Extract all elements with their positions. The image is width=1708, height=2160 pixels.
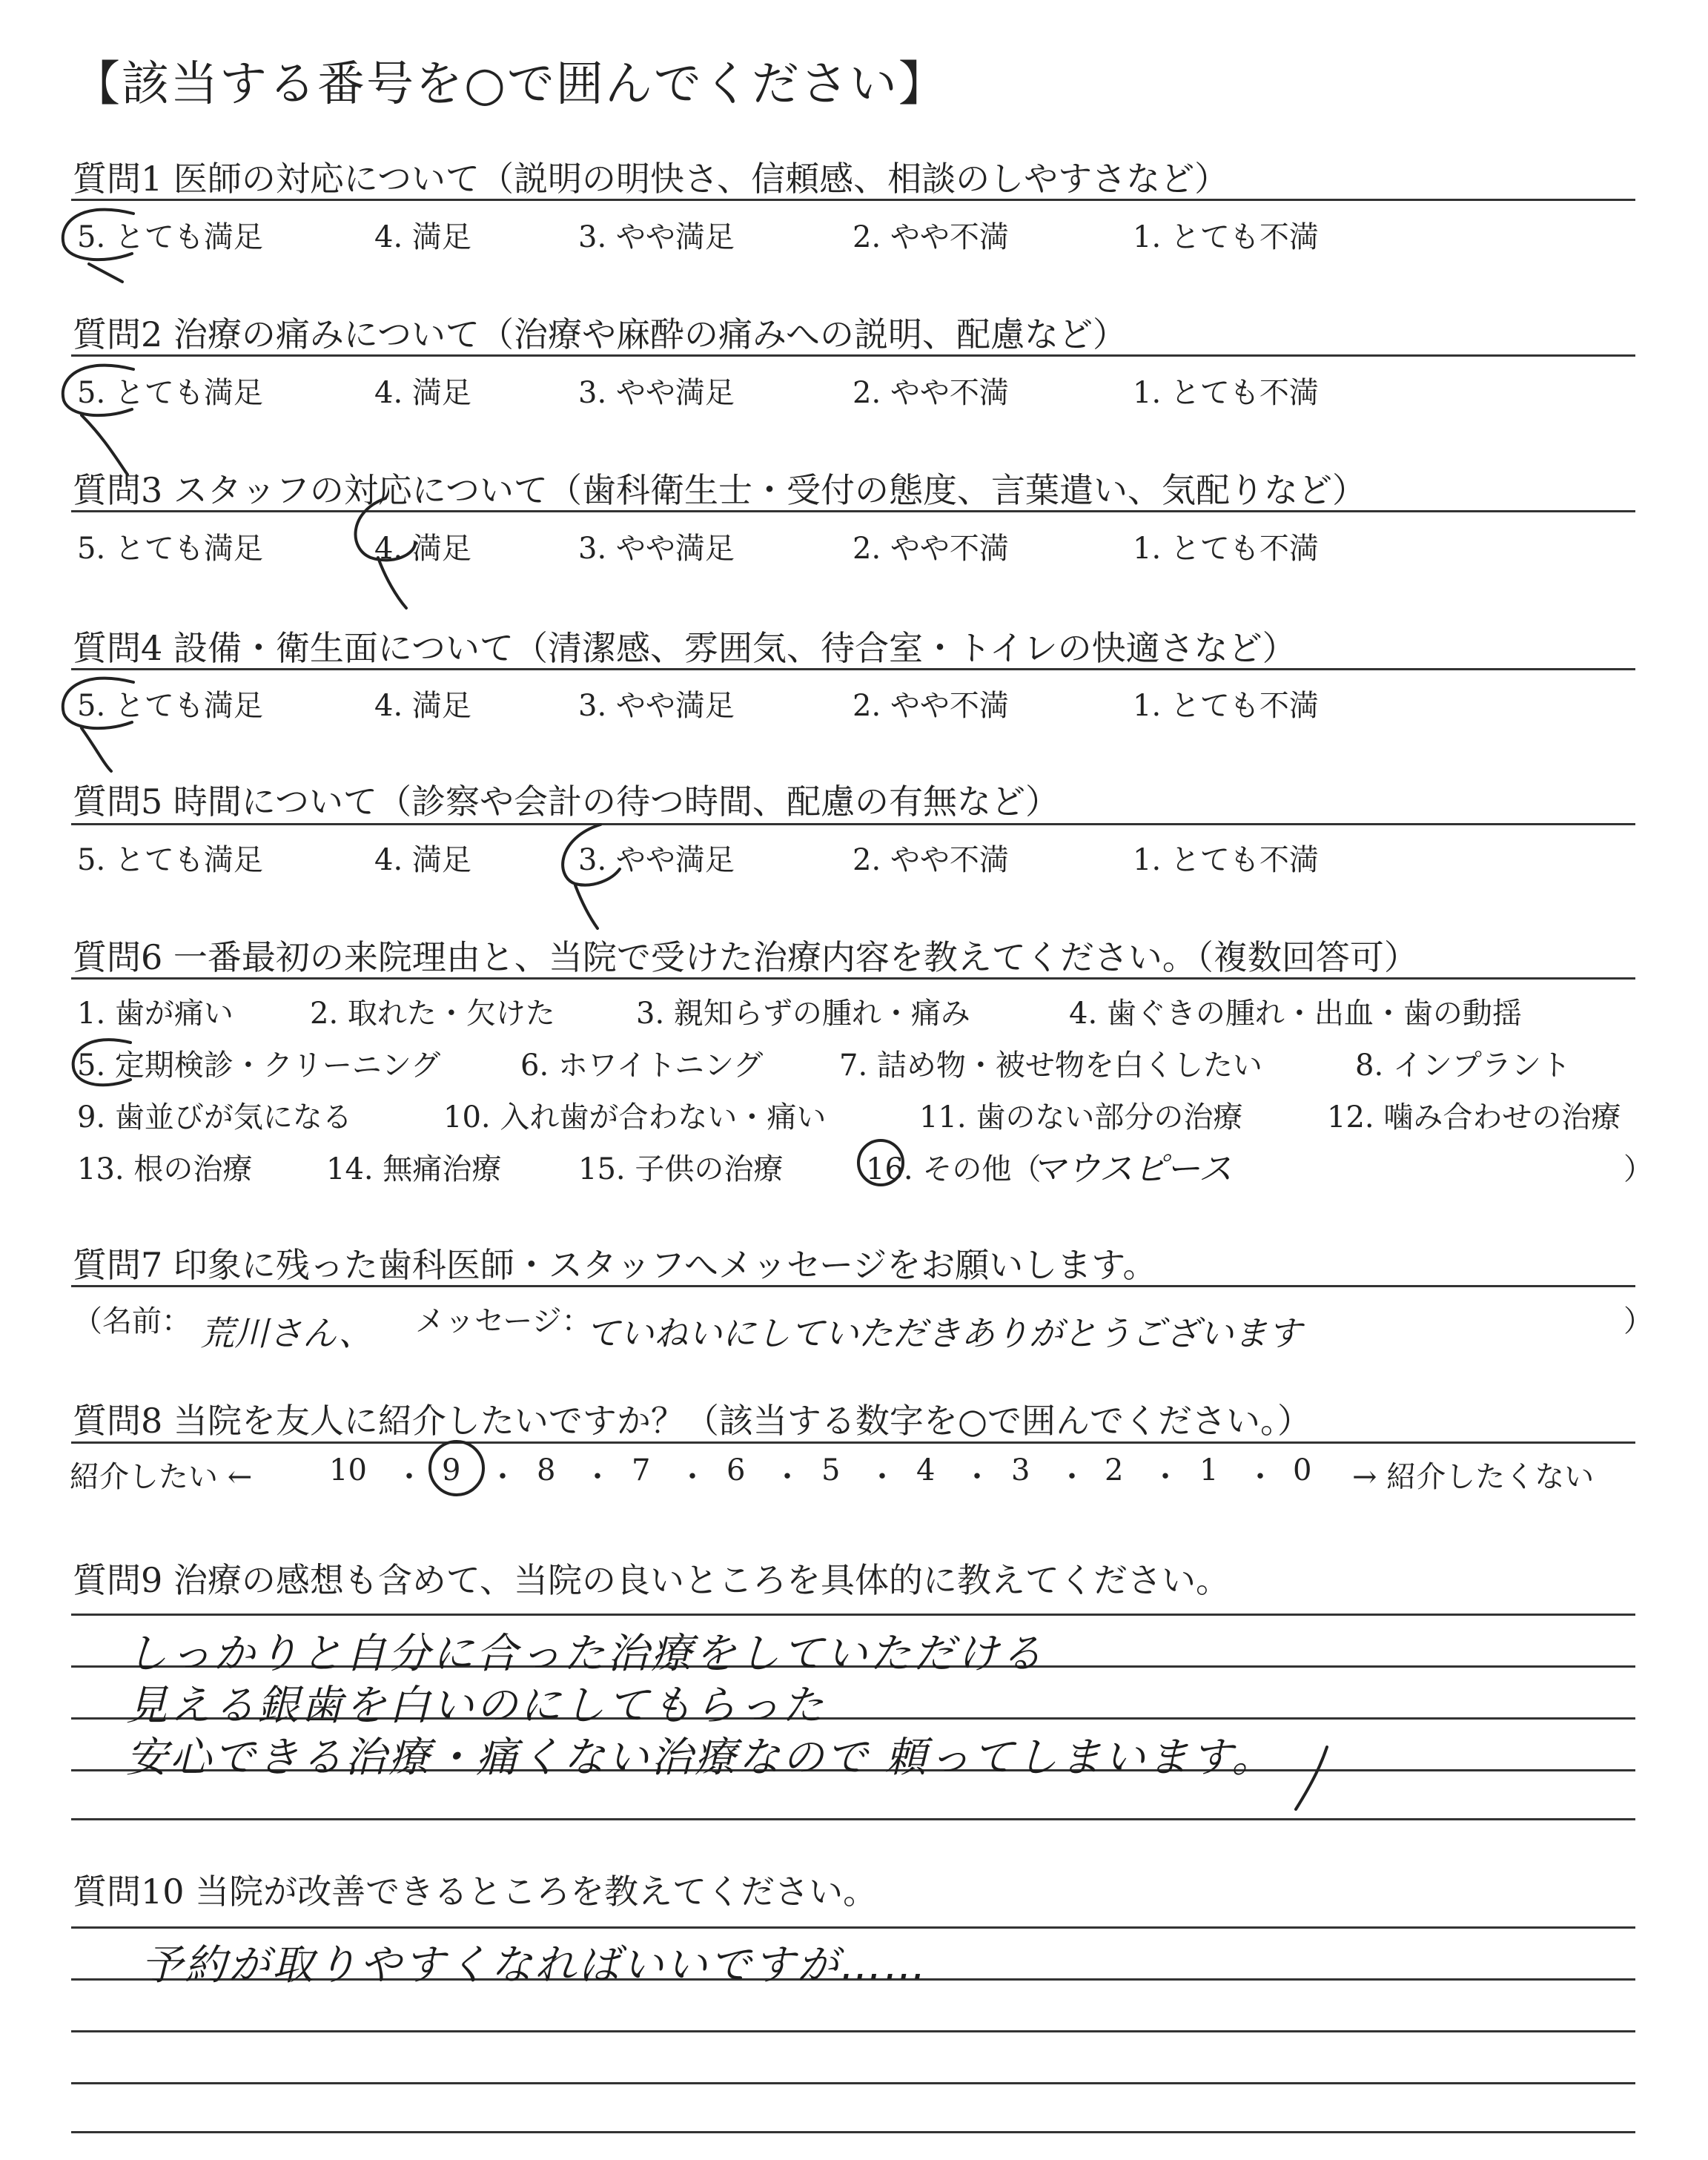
q2-option-5[interactable]: 5. とても満足 <box>77 376 263 410</box>
q6-option-2[interactable]: 2. 取れた・欠けた <box>310 997 555 1031</box>
question-6-label: 質問6 一番最初の来院理由と、当院で受けた治療内容を教えてください。（複数回答可） <box>73 937 1418 977</box>
question-7-label: 質問7 印象に残った歯科医師・スタッフへメッセージをお願いします。 <box>73 1245 1157 1285</box>
q8-separator: ・ <box>962 1460 992 1494</box>
question-8-rule <box>71 1441 1635 1444</box>
question-1-label: 質問1 医師の対応について（説明の明快さ、信頼感、相談のしやすさなど） <box>73 159 1229 199</box>
question-5-rule <box>71 823 1635 825</box>
q5-option-1[interactable]: 1. とても不満 <box>1133 843 1319 877</box>
question-8-label: 質問8 当院を友人に紹介したいですか？（該当する数字を○で囲んでください。） <box>73 1401 1312 1441</box>
q8-scale-3[interactable]: 3 <box>1011 1453 1030 1487</box>
q8-separator: ・ <box>1151 1460 1180 1494</box>
q2-option-4[interactable]: 4. 満足 <box>374 376 471 410</box>
q1-option-2[interactable]: 2. やや不満 <box>853 220 1009 254</box>
question-7-rule <box>71 1285 1635 1287</box>
question-10-label: 質問10 当院が改善できるところを教えてください。 <box>73 1872 878 1912</box>
q1-option-5[interactable]: 5. とても満足 <box>77 220 263 254</box>
q9-answer-2: 見える銀歯を白いのにしてもらった <box>126 1682 826 1730</box>
q6-option-9[interactable]: 9. 歯並びが気になる <box>77 1100 352 1135</box>
q1-option-1[interactable]: 1. とても不満 <box>1133 220 1319 254</box>
q10-answer-line-4 <box>71 2082 1635 2084</box>
q6-option-4[interactable]: 4. 歯ぐきの腫れ・出血・歯の動揺 <box>1069 997 1522 1031</box>
q6-option-12[interactable]: 12. 噛み合わせの治療 <box>1327 1100 1621 1135</box>
question-4-rule <box>71 668 1635 670</box>
q6-option-14[interactable]: 14. 無痛治療 <box>326 1152 502 1186</box>
q8-scale-1[interactable]: 1 <box>1199 1453 1219 1487</box>
q7-name-handwritten: 荒川さん、 <box>200 1313 373 1353</box>
q2-option-1[interactable]: 1. とても不満 <box>1133 376 1319 410</box>
q4-option-1[interactable]: 1. とても不満 <box>1133 689 1319 723</box>
q3-option-2[interactable]: 2. やや不満 <box>853 532 1009 566</box>
q10-answer-1: 予約が取りやすくなればいいですが…… <box>141 1941 928 1989</box>
q6-option-8[interactable]: 8. インプラント <box>1355 1048 1571 1083</box>
q7-message-label: メッセージ： <box>415 1304 592 1338</box>
q6-option-11[interactable]: 11. 歯のない部分の治療 <box>919 1100 1243 1135</box>
q8-scale-4[interactable]: 4 <box>916 1453 936 1487</box>
q8-separator: ・ <box>867 1460 897 1494</box>
q1-option-4[interactable]: 4. 満足 <box>374 220 471 254</box>
q6-option-3[interactable]: 3. 親知らずの腫れ・痛み <box>636 997 970 1031</box>
q7-close-paren: ） <box>1623 1304 1653 1338</box>
q6-close-paren: ） <box>1623 1152 1653 1186</box>
question-9-label: 質問9 治療の感想も含めて、当院の良いところを具体的に教えてください。 <box>73 1560 1230 1600</box>
q9-answer-line-1 <box>71 1614 1635 1616</box>
question-3-rule <box>71 510 1635 512</box>
question-4-label: 質問4 設備・衛生面について（清潔感、雰囲気、待合室・トイレの快適さなど） <box>73 628 1297 668</box>
page-title: 【該当する番号を○で囲んでください】 <box>73 57 947 112</box>
q8-scale-0[interactable]: 0 <box>1293 1453 1312 1487</box>
question-1-rule <box>71 199 1635 201</box>
q8-scale-7[interactable]: 7 <box>632 1453 651 1487</box>
q3-option-5[interactable]: 5. とても満足 <box>77 532 263 566</box>
q7-message-handwritten: ていねいにしていただきありがとうございます <box>586 1313 1302 1353</box>
q5-option-5[interactable]: 5. とても満足 <box>77 843 263 877</box>
q8-separator: ・ <box>772 1460 802 1494</box>
question-2-label: 質問2 治療の痛みについて（治療や麻酔の痛みへの説明、配慮など） <box>73 314 1128 354</box>
q5-option-3[interactable]: 3. やや満足 <box>578 843 735 877</box>
q4-option-3[interactable]: 3. やや満足 <box>578 689 735 723</box>
q8-separator: ・ <box>583 1460 612 1494</box>
q9-answer-1: しっかりと自分に合った治療をしていただける <box>126 1630 1045 1678</box>
q8-scale-5[interactable]: 5 <box>821 1453 841 1487</box>
q5-option-2[interactable]: 2. やや不満 <box>853 843 1009 877</box>
q8-scale-6[interactable]: 6 <box>726 1453 746 1487</box>
q9-underline-mark <box>1296 1747 1327 1809</box>
q8-scale-2[interactable]: 2 <box>1105 1453 1124 1487</box>
q8-separator: ・ <box>488 1460 517 1494</box>
q8-scale-9[interactable]: 9 <box>442 1453 461 1487</box>
q6-option-15[interactable]: 15. 子供の治療 <box>578 1152 784 1186</box>
q4-option-2[interactable]: 2. やや不満 <box>853 689 1009 723</box>
q6-option-10[interactable]: 10. 入れ歯が合わない・痛い <box>443 1100 827 1135</box>
q6-option-5[interactable]: 5. 定期検診・クリーニング <box>77 1048 441 1083</box>
q8-right-label: → 紹介したくない <box>1352 1460 1595 1494</box>
q7-name-label: （名前： <box>73 1304 191 1338</box>
q3-option-4[interactable]: 4. 満足 <box>374 532 471 566</box>
q9-answer-3: 安心できる治療・痛くない治療なので 頼ってしまいます。 <box>126 1734 1276 1782</box>
q6-option-7[interactable]: 7. 詰め物・被せ物を白くしたい <box>839 1048 1262 1083</box>
q8-separator: ・ <box>394 1460 424 1494</box>
q8-separator: ・ <box>1245 1460 1275 1494</box>
q3-option-3[interactable]: 3. やや満足 <box>578 532 735 566</box>
q2-option-2[interactable]: 2. やや不満 <box>853 376 1009 410</box>
question-5-label: 質問5 時間について（診察や会計の待つ時間、配慮の有無など） <box>73 782 1059 822</box>
q8-left-label: 紹介したい ← <box>70 1460 253 1494</box>
q4-option-4[interactable]: 4. 満足 <box>374 689 471 723</box>
question-6-rule <box>71 977 1635 980</box>
q8-scale-8[interactable]: 8 <box>537 1453 556 1487</box>
q8-scale-10[interactable]: 10 <box>329 1453 367 1487</box>
q9-answer-line-5 <box>71 1818 1635 1820</box>
q6-option-1[interactable]: 1. 歯が痛い <box>77 997 234 1031</box>
question-3-label: 質問3 スタッフの対応について（歯科衛生士・受付の態度、言葉遣い、気配りなど） <box>73 470 1366 510</box>
question-2-rule <box>71 354 1635 357</box>
q3-option-1[interactable]: 1. とても不満 <box>1133 532 1319 566</box>
q6-option-16[interactable]: 16. その他（ <box>866 1152 1042 1186</box>
q10-answer-line-3 <box>71 2030 1635 2032</box>
q6-other-handwritten: マウスピース <box>1032 1149 1233 1189</box>
q2-option-3[interactable]: 3. やや満足 <box>578 376 735 410</box>
q6-option-6[interactable]: 6. ホワイトニング <box>520 1048 764 1083</box>
q6-option-13[interactable]: 13. 根の治療 <box>77 1152 253 1186</box>
q5-option-4[interactable]: 4. 満足 <box>374 843 471 877</box>
q1-option-3[interactable]: 3. やや満足 <box>578 220 735 254</box>
q8-separator: ・ <box>678 1460 707 1494</box>
q10-answer-line-5 <box>71 2131 1635 2133</box>
q4-option-5[interactable]: 5. とても満足 <box>77 689 263 723</box>
q10-answer-line-1 <box>71 1926 1635 1929</box>
q8-separator: ・ <box>1057 1460 1087 1494</box>
